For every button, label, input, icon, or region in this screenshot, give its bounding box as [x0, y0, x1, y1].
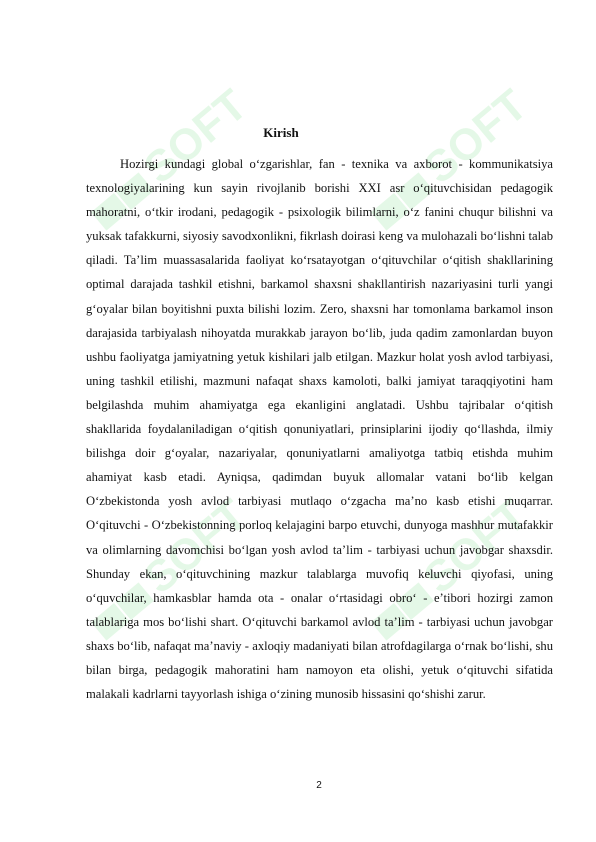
- watermark-text: SOFT: [134, 80, 257, 194]
- watermark-text: SOFT: [134, 490, 257, 604]
- body-paragraph: Hozirgi kundagi global o‘zgarishlar, fan - texnika va axborot - kommunikatsiya texnologiyalarining kun sayin rivojlanib borishi XXI asr o‘qituvchisidan pedagogik mahoratni, o‘tkir irodani, pedagogik - psixologik bilimlarni, o‘z fanini chuqur bilishni va yuksak tafakkurni, siyosiy savodxonlikni, fikrlash doirasi keng va mulohazali bo‘lishni talab qiladi. Ta’lim muassasalarida faoliyat ko‘rsatayotgan o‘qituvchilar o‘qitish shakllarining optimal darajada tashkil etishni, barkamol shaxsni shakllantirish nazariyasini turli yangi g‘oyalar bilan boyitishni puxta bilishi lozim. Zero, shaxsni har tomonlama barkamol inson darajasida tarbiyalash nihoyatda murakkab jarayon bo‘lib, juda qadim zamonlardan buyon ushbu faoliyatga jamiyatning yetuk kishilari jalb etilgan. Mazkur holat yosh avlod tarbiyasi, uning tashkil etilishi, mazmuni nafaqat shaxs kamoloti, balki jamiyat taraqqiyotini ham belgilashda muhim ahamiyatga ega ekanligini anglatadi. Ushbu tajribalar o‘qitish shakllarida foydalaniladigan o‘qitish qonuniyatlari, prinsiplarini ijodiy qo‘llashda, ilmiy bilishga doir g‘oyalar, nazariyalar, qonuniyatlarni amaliyotga tatbiq etishda muhim ahamiyat kasb etadi. Ayniqsa, qadimdan buyuk allomalar vatani bo‘lib kelgan O‘zbekistonda yosh avlod tarbiyasi mutlaqo o‘zgacha ma’no kasb etishi muqarrar. O‘qituvchi - O‘zbekistonning porloq kelajagini barpo etuvchi, dunyoga mashhur mutafakkir va olimlarning davomchisi bo‘lgan yosh avlod ta’lim - tarbiyasi uchun javobgar shaxsdir. Shunday ekan, o‘qituvchining mazkur talablarga muvofiq keluvchi qiyofasi, uning o‘quvchilar, hamkasblar hamda ota - onalar o‘rtasidagi obro‘ - e’tibori hozirgi zamon talablariga mos bo‘lishi shart. O‘qituvchi barkamol avlod ta’lim - tarbiyasi uchun javobgar shaxs bo‘lib, nafaqat ma’naviy - axloqiy madaniyati bilan atrofdagilarga o‘rnak bo‘lishi, shu bilan birga, pedagogik mahoratini ham namoyon eta olishi, yetuk o‘qituvchi sifatida malakali kadrlarni tayyorlash ishiga o‘zining munosib hissasini qo‘shishi zarur.: [86, 157, 553, 702]
- watermark-text: SOFT: [414, 80, 537, 194]
- watermark-text: SOFT: [414, 490, 537, 604]
- page-number: 2: [316, 780, 322, 791]
- document-title: Kirish: [263, 125, 299, 140]
